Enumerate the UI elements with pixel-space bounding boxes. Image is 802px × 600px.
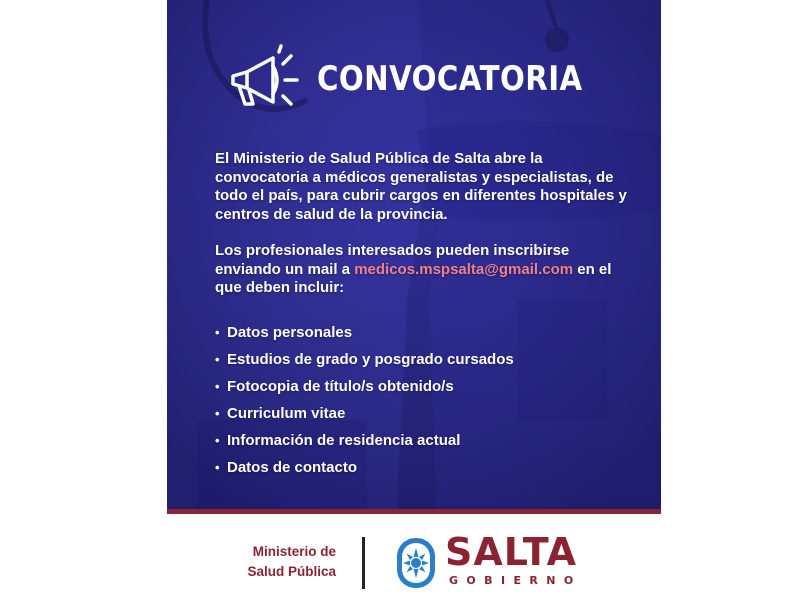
list-item-label: Estudios de grado y posgrado cursados — [227, 351, 514, 368]
list-item-label: Fotocopia de título/s obtenido/s — [227, 378, 454, 395]
list-item — [215, 373, 514, 400]
list-item — [215, 454, 514, 481]
bullet: • — [215, 352, 220, 367]
poster-title: CONVOCATORIA — [317, 59, 583, 99]
bullet: • — [215, 460, 220, 475]
ministry-line-2: Salud Pública — [247, 564, 336, 579]
list-item-label: Curriculum vitae — [227, 405, 346, 422]
ministry-line-1: Ministerio de — [252, 544, 336, 559]
poster — [167, 0, 661, 512]
footer-stripe — [167, 509, 661, 514]
instructions-text-start: Los profesionales interesados pueden inscribirse enviando un mail a — [215, 242, 570, 278]
list-item — [215, 346, 514, 373]
intro-paragraph: El Ministerio de Salud Pública de Salta abre la convocatoria a médicos generalistas y especialistas, de todo el país, para cubrir cargos en diferentes hospitales y centros de salud de la provincia. — [215, 150, 627, 223]
brand-subtitle: GOBIERNO — [449, 574, 582, 587]
list-item-label: Datos de contacto — [227, 459, 358, 476]
list-item-label: Datos personales — [227, 324, 353, 341]
list-item — [215, 319, 514, 346]
bullet: • — [215, 433, 220, 448]
list-item-label: Información de residencia actual — [227, 432, 461, 449]
megaphone-icon — [225, 44, 305, 114]
bullet: • — [215, 379, 220, 394]
bullet: • — [215, 406, 220, 421]
sun-seal-icon — [396, 537, 436, 589]
instructions-text-end: en el que deben incluir: — [215, 260, 612, 296]
bullet: • — [215, 325, 220, 340]
email-link[interactable]: medicos.mspsalta@gmail.com — [354, 260, 574, 278]
ministry-label — [226, 542, 336, 582]
title-row — [225, 44, 626, 114]
list-item — [215, 400, 514, 427]
brand-name: SALTA — [445, 530, 578, 574]
footer-divider — [362, 537, 365, 589]
list-item — [215, 427, 514, 454]
instructions-paragraph — [215, 242, 635, 298]
requirements-list — [215, 319, 514, 481]
